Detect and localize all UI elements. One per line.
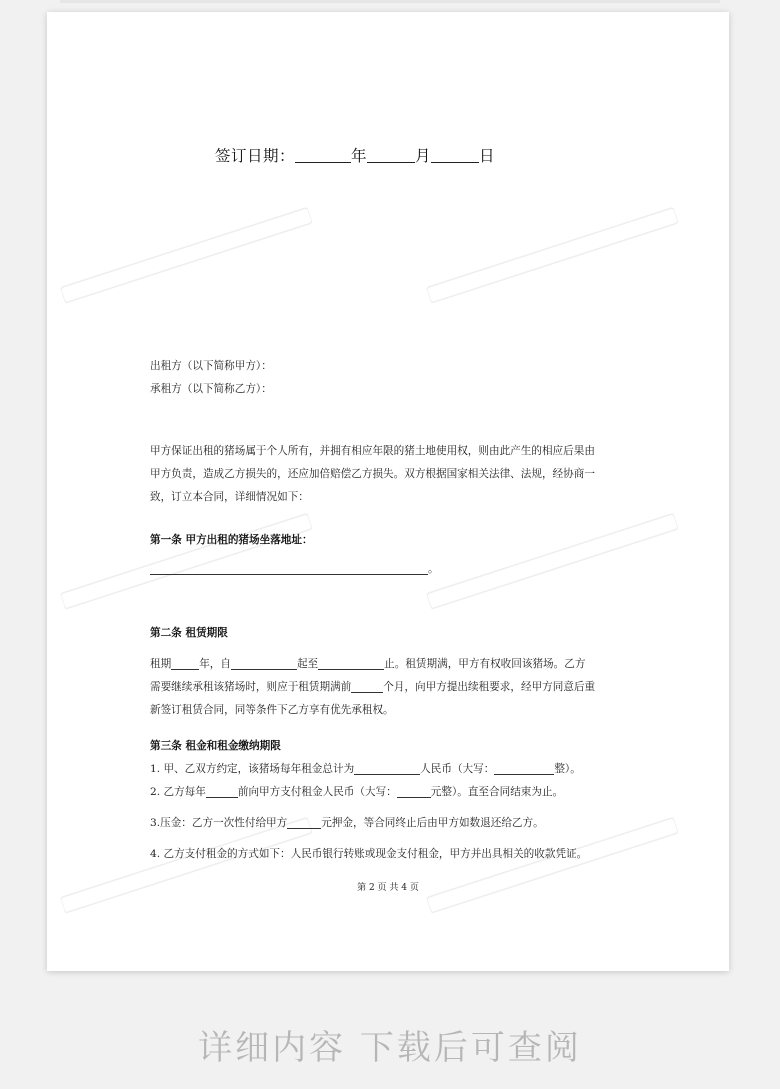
text-segment: 需要继续承租该猪场时，则应于租赁期满前	[150, 681, 352, 693]
intro-paragraph	[150, 440, 628, 509]
deposit-blank	[287, 816, 321, 829]
signing-date	[215, 144, 495, 166]
download-hint: 详细内容 下载后可查阅	[198, 1028, 582, 1068]
watermark	[425, 204, 680, 307]
month-blank	[367, 147, 415, 164]
address-blank	[150, 562, 428, 575]
address-line	[150, 558, 628, 581]
intro-line: 甲方负责，造成乙方损失的，还应加倍赔偿乙方损失。双方根据国家相关法律、法规，经协商一	[150, 468, 595, 480]
year-label: 年	[351, 147, 368, 165]
payment-amount-blank	[397, 785, 431, 798]
lessor-line: 出租方（以下简称甲方）：	[150, 360, 272, 372]
article-3-item	[150, 758, 628, 781]
text-segment: 止。租赁期满，甲方有权收回该猪场。乙方	[384, 658, 586, 670]
parties-section	[150, 355, 628, 401]
text-segment: 人民币（大写：	[420, 763, 495, 775]
article-1-title: 第一条 甲方出租的猪场坐落地址：	[150, 534, 313, 546]
intro-line: 甲方保证出租的猪场属于个人所有，并拥有相应年限的猪土地使用权，则由此产生的相应后果由	[150, 445, 595, 457]
text-segment: 个月，向甲方提出续租要求，经甲方同意后重	[383, 681, 596, 693]
text-segment: 起至	[296, 658, 319, 670]
rent-uppercase-blank	[494, 762, 554, 775]
text-segment: 2. 乙方每年	[150, 786, 206, 798]
page-number: 第 2 页 共 4 页	[357, 883, 419, 893]
article-3	[150, 735, 628, 866]
article-2-title: 第二条 租赁期限	[150, 627, 228, 639]
article-3-item	[150, 781, 628, 804]
payment-date-blank	[206, 785, 238, 798]
end-date-blank	[318, 657, 384, 670]
article-2-line: 新签订租赁合同，同等条件下乙方享有优先承租权。	[150, 704, 394, 716]
annual-rent-blank	[354, 762, 420, 775]
article-2-line	[150, 676, 628, 699]
day-blank	[431, 147, 479, 164]
article-3-item: 4. 乙方支付租金的方式如下：人民币银行转账或现金支付租金，甲方并出具相关的收款凭证。	[150, 848, 588, 860]
months-blank	[351, 680, 383, 693]
intro-line: 致，订立本合同，详细情况如下：	[150, 491, 309, 503]
article-3-item	[150, 812, 628, 835]
text-segment: 年，自	[199, 658, 231, 670]
text-segment: 元押金，等合同终止后由甲方如数退还给乙方。	[321, 817, 544, 829]
text-segment: 3.压金：乙方一次性付给甲方	[150, 817, 288, 829]
text-segment: 租期	[150, 658, 172, 670]
signing-date-label: 签订日期：	[215, 147, 296, 165]
month-label: 月	[415, 147, 432, 165]
article-3-title: 第三条 租金和租金缴纳期限	[150, 740, 281, 752]
text-segment: 1. 甲、乙双方约定，该猪场每年租金总计为	[150, 763, 355, 775]
year-blank	[295, 147, 351, 164]
term-years-blank	[171, 657, 199, 670]
article-2	[150, 622, 628, 722]
text-segment: 整）。	[554, 763, 581, 775]
lessee-line: 承租方（以下简称乙方）：	[150, 383, 272, 395]
previous-page-edge	[60, 0, 720, 3]
article-1	[150, 529, 628, 581]
address-end: 。	[428, 563, 439, 575]
text-segment: 前向甲方支付租金人民币（大写：	[237, 786, 397, 798]
day-label: 日	[479, 147, 496, 165]
watermark	[59, 204, 314, 307]
start-date-blank	[231, 657, 297, 670]
article-2-line	[150, 653, 628, 676]
document-page	[47, 12, 729, 971]
text-segment: 元整）。直至合同结束为止。	[430, 786, 564, 798]
